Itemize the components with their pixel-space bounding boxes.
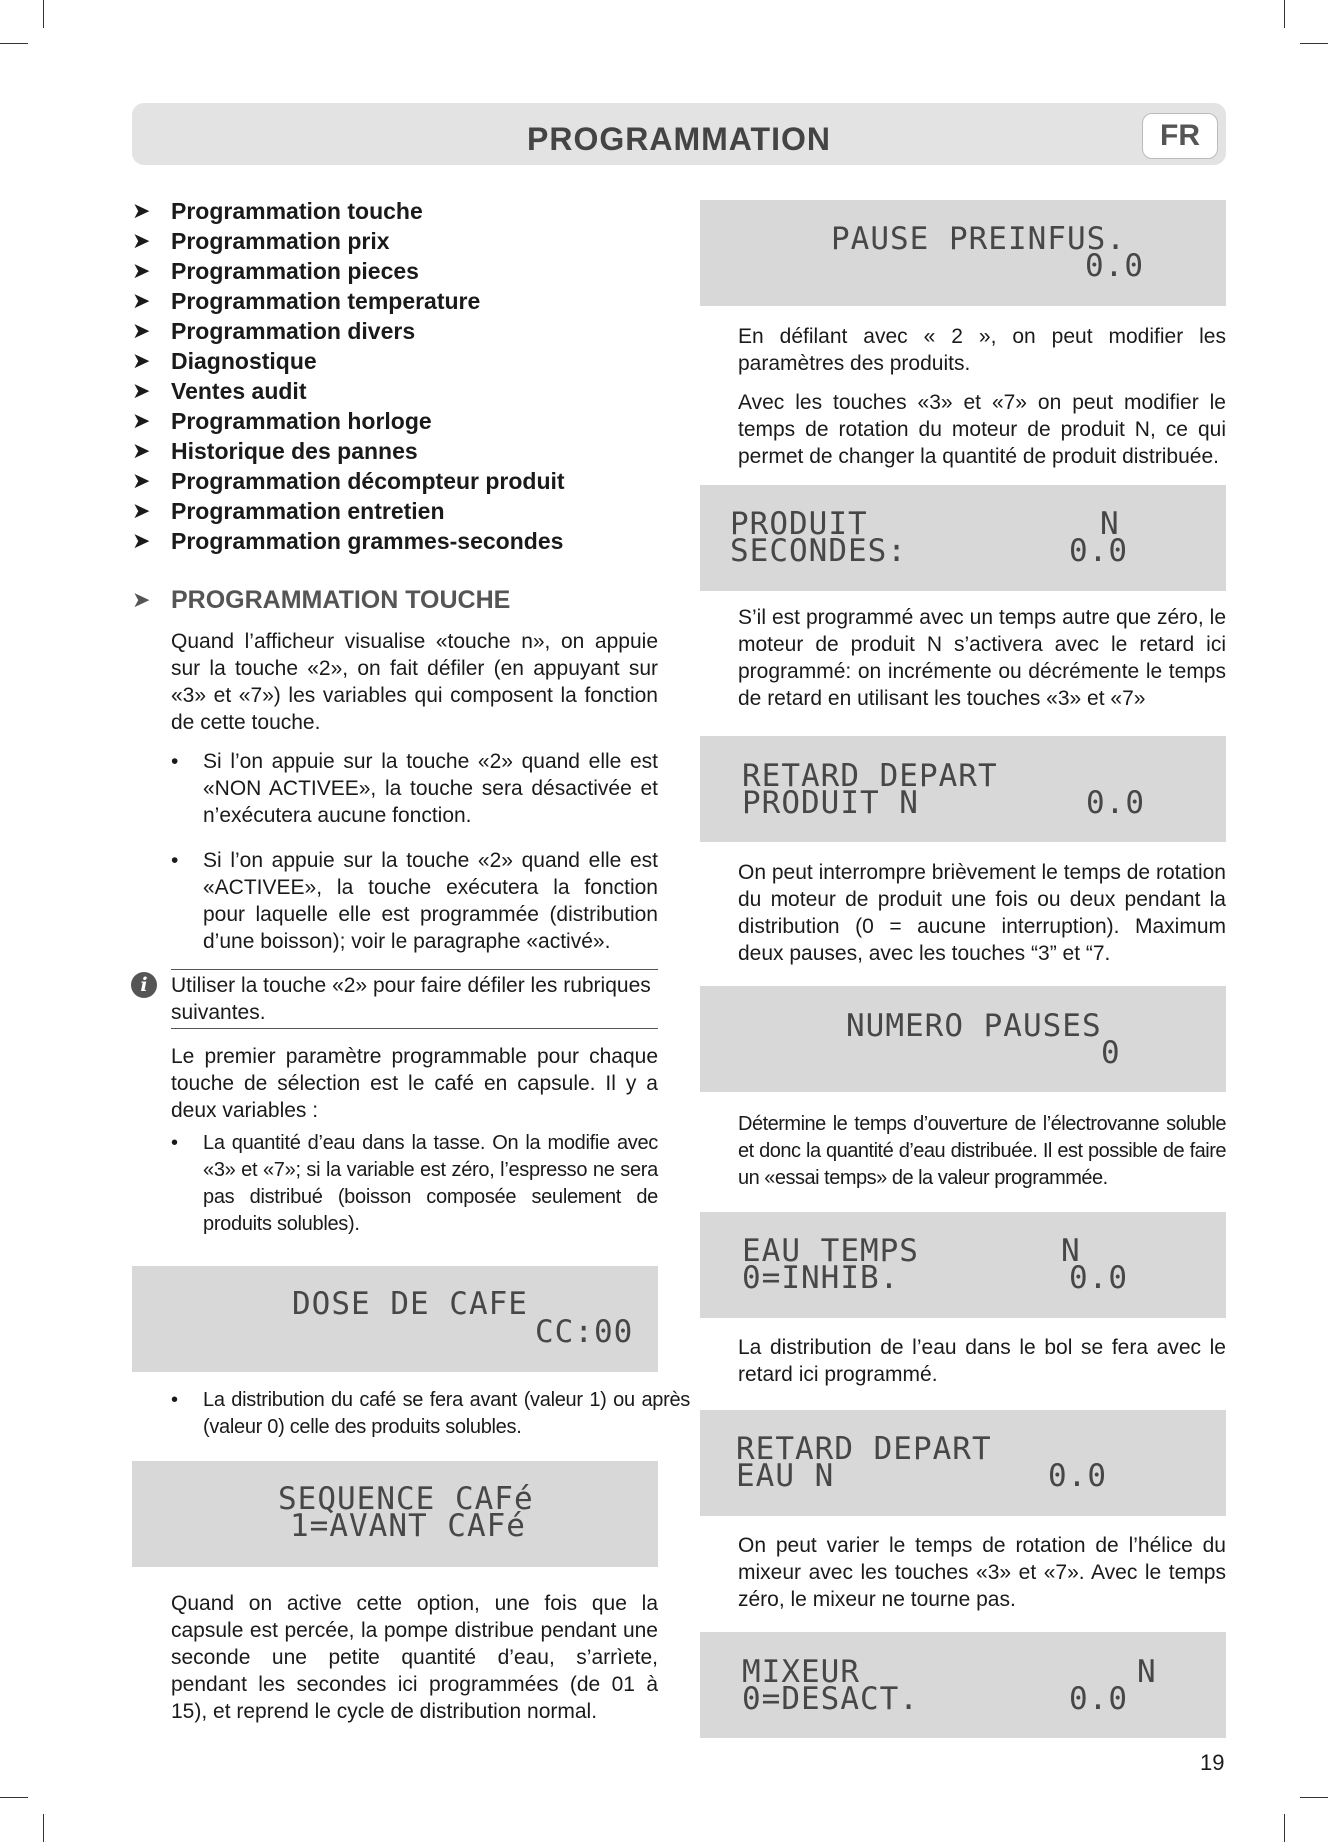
lcd-line: 0=INHIB. <box>742 1260 900 1296</box>
lcd-line: EAU N <box>736 1458 835 1494</box>
info-note: i Utiliser la touche «2» pour faire défiler les rubriques suivantes. <box>171 969 658 1029</box>
lcd-display <box>700 1632 1226 1738</box>
paragraph: En défilant avec « 2 », on peut modifier les paramètres des produits. <box>738 325 1226 375</box>
crop-mark <box>43 0 44 28</box>
left-column <box>132 196 658 1238</box>
intro-paragraph: Quand l’afficheur visualise «touche n», on appuie sur la touche «2», on fait défiler (en appuyant sur «3» et «7») les variables qui composent la fonction de cette touche. <box>171 630 658 734</box>
section-body <box>140 628 658 1238</box>
crop-mark <box>1300 1797 1328 1798</box>
paragraph: On peut varier le temps de rotation de l’hélice du mixeur avec les touches «3» et «7». Avec le temps zéro, le mixeur ne tourne pas. <box>738 1534 1226 1611</box>
arrow-icon: ➤ <box>132 528 151 553</box>
arrow-icon: ➤ <box>132 228 151 253</box>
lcd-display <box>700 1212 1226 1318</box>
lcd-line: MIXEUR <box>742 1654 860 1690</box>
bullet-dot: • <box>171 849 179 872</box>
lcd-value: 0.0 <box>1086 785 1145 821</box>
arrow-icon: ➤ <box>132 438 151 463</box>
section-heading: ➤ PROGRAMMATION TOUCHE <box>132 586 511 614</box>
toc-item: ➤ Programmation entretien <box>132 498 445 524</box>
arrow-icon: ➤ <box>132 468 151 493</box>
page-number: 19 <box>1200 1750 1225 1775</box>
bullet-item: • Si l’on appuie sur la touche «2» quand elle est «NON ACTIVEE», la touche sera désactivée et n’exécutera aucune fonction. <box>171 750 658 827</box>
bullet-dot: • <box>171 1132 178 1154</box>
toc-item: ➤ Programmation touche <box>132 198 423 224</box>
lcd-line: SECONDES: <box>730 533 907 569</box>
arrow-icon: ➤ <box>132 318 151 343</box>
language-badge: FR <box>1142 113 1218 159</box>
arrow-icon: ➤ <box>132 498 151 523</box>
lcd-value: CC:00 <box>535 1314 634 1350</box>
lcd-display <box>700 485 1226 591</box>
table-of-contents <box>132 196 658 556</box>
crop-mark <box>1284 1814 1285 1842</box>
toc-item: ➤ Programmation prix <box>132 228 390 254</box>
paragraph: On peut interrompre brièvement le temps de rotation du moteur de produit une fois ou deux pendant la distribution (0 = aucune interruption). Maximum deux pauses, avec les touches “3” et “7. <box>738 861 1226 965</box>
page-title: PROGRAMMATION <box>527 121 831 157</box>
arrow-icon: ➤ <box>132 378 151 403</box>
lcd-value: 0.0 <box>1048 1458 1107 1494</box>
toc-item: ➤ Programmation divers <box>132 318 416 344</box>
toc-item: ➤ Programmation horloge <box>132 408 432 434</box>
lcd-value: 0 <box>1101 1035 1121 1071</box>
crop-mark <box>43 1814 44 1842</box>
lcd-line: PAUSE PREINFUS. <box>831 221 1126 257</box>
lcd-value: 0.0 <box>1069 1260 1128 1296</box>
lcd-display <box>132 1461 658 1567</box>
toc-item: ➤ Ventes audit <box>132 378 307 404</box>
lcd-line: RETARD DEPART <box>736 1431 992 1467</box>
lcd-value: N <box>1100 506 1120 542</box>
lcd-line: DOSE DE CAFE <box>292 1286 528 1322</box>
paragraph: La distribution de l’eau dans le bol se fera avec le retard ici programmé. <box>738 1336 1226 1386</box>
lcd-display <box>132 1266 658 1372</box>
info-icon: i <box>131 972 157 998</box>
paragraph: Le premier paramètre programmable pour chaque touche de sélection est le café en capsule. Il y a deux variables : <box>171 1045 658 1122</box>
lcd-value: 0.0 <box>1069 1681 1128 1717</box>
lcd-line: 0=DESACT. <box>742 1681 919 1717</box>
lcd-line: EAU TEMPS <box>742 1233 919 1269</box>
lcd-line: SEQUENCE CAFé <box>278 1481 534 1517</box>
arrow-icon: ➤ <box>132 587 151 612</box>
arrow-icon: ➤ <box>132 408 151 433</box>
crop-mark <box>1284 0 1285 28</box>
header-bar <box>132 103 1226 165</box>
lcd-line: PRODUIT <box>730 506 868 542</box>
crop-mark <box>0 43 28 44</box>
toc-item: ➤ Programmation grammes-secondes <box>132 528 564 554</box>
toc-item: ➤ Programmation décompteur produit <box>132 468 565 494</box>
lcd-display <box>700 736 1226 842</box>
bullet-dot: • <box>171 1389 178 1411</box>
arrow-icon: ➤ <box>132 198 151 223</box>
lcd-display <box>700 986 1226 1092</box>
bullet-dot: • <box>171 750 179 773</box>
lcd-display <box>700 1410 1226 1516</box>
paragraph: Quand on active cette option, une fois que la capsule est percée, la pompe distribue pendant une seconde une petite quantité d’eau, s’arrìete, pendant les secondes ici programmées (de 01 à 15), et reprend le cycle de distribution normal. <box>171 1592 658 1723</box>
lcd-line: NUMERO PAUSES <box>846 1008 1102 1044</box>
lcd-value: N <box>1137 1654 1157 1690</box>
lcd-line: RETARD DEPART <box>742 758 998 794</box>
bullet-item: • Si l’on appuie sur la touche «2» quand elle est «ACTIVEE», la touche exécutera la fonction pour laquelle elle est programmée (distribution d’une boisson); voir le paragraphe «activé». <box>171 849 658 953</box>
crop-mark <box>1300 43 1328 44</box>
lcd-value: 0.0 <box>1069 533 1128 569</box>
toc-item: ➤ Programmation temperature <box>132 288 481 314</box>
toc-item: ➤ Historique des pannes <box>132 438 418 464</box>
toc-item: ➤ Diagnostique <box>132 348 317 374</box>
lcd-display <box>700 200 1226 306</box>
right-text-block <box>738 323 1226 470</box>
arrow-icon: ➤ <box>132 348 151 373</box>
lcd-value: N <box>1061 1233 1081 1269</box>
arrow-icon: ➤ <box>132 258 151 283</box>
bullet-item: • La distribution du café se fera avant (valeur 1) ou après (valeur 0) celle des produits solubles. <box>171 1389 690 1438</box>
lcd-line: 1=AVANT CAFé <box>290 1508 526 1544</box>
lcd-line: PRODUIT N <box>742 785 919 821</box>
lcd-value: 0.0 <box>1085 248 1144 284</box>
bullet-item: • La quantité d’eau dans la tasse. On la modifie avec «3» et «7»; si la variable est zéro, l’espresso ne sera pas distribué (boisson composée seulement de produits solubles). <box>171 1132 658 1235</box>
paragraph: Détermine le temps d’ouverture de l’électrovanne soluble et donc la quantité d’eau distribuée. Il est possible de faire un «essai temps» de la valeur programmée. <box>738 1113 1226 1189</box>
paragraph: S’il est programmé avec un temps autre que zéro, le moteur de produit N s’activera avec le retard ici programmé: on incrémente ou décrémente le temps de retard en utilisant les touches «3» et «7» <box>738 606 1226 710</box>
crop-mark <box>0 1797 28 1798</box>
toc-item: ➤ Programmation pieces <box>132 258 419 284</box>
paragraph: Avec les touches «3» et «7» on peut modifier le temps de rotation du moteur de produit N, ce qui permet de changer la quantité de produit distribuée. <box>738 391 1226 468</box>
arrow-icon: ➤ <box>132 288 151 313</box>
